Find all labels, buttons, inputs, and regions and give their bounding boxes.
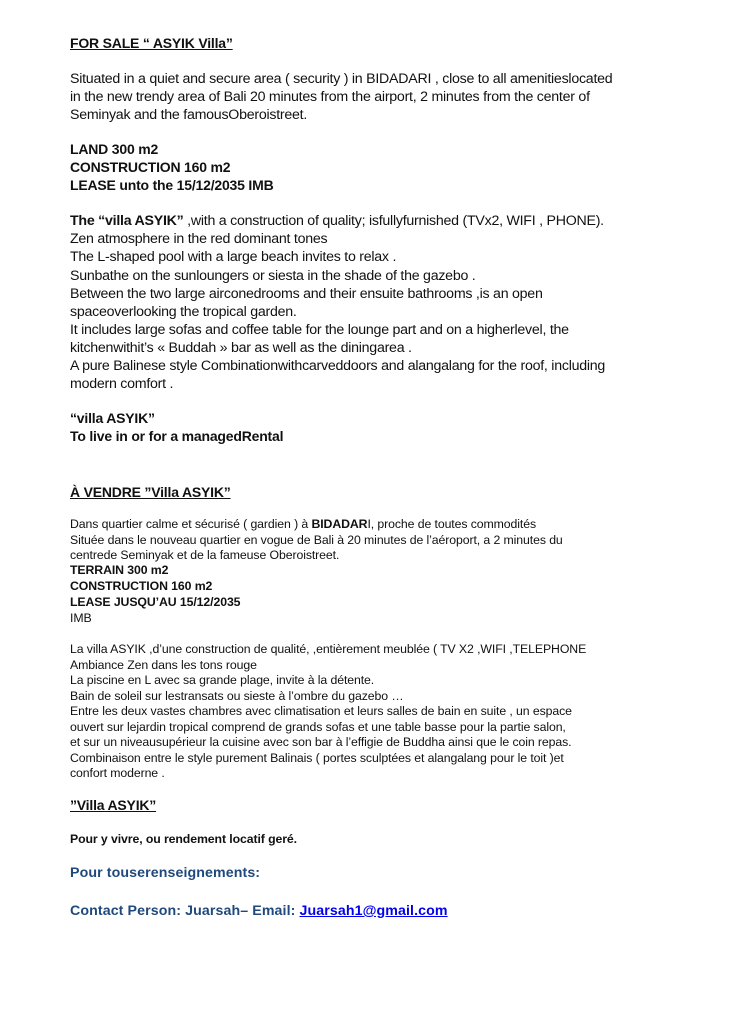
en-title: FOR SALE “ ASYIK Villa” — [70, 35, 233, 51]
fr-intro-bold: BIDADAR — [311, 517, 368, 531]
fr-desc-line: Bain de soleil sur lestransats ou sieste à l’ombre du gazebo … — [70, 689, 404, 703]
contact-person-label: Contact Person: Juarsah– Email: — [70, 903, 296, 919]
fr-closing-title: ”Villa ASYIK” — [70, 797, 157, 813]
en-desc-line: The L-shaped pool with a large beach invites to relax . — [70, 249, 397, 265]
fr-desc-line: La piscine en L avec sa grande plage, invite à la détente. — [70, 673, 375, 687]
fr-intro-line: Située dans le nouveau quartier en vogue de Bali à 20 minutes de l’aéroport, a 2 minutes du — [70, 533, 563, 547]
en-spec-construction: CONSTRUCTION 160 m2 — [70, 159, 231, 175]
fr-imb: IMB — [70, 611, 92, 625]
fr-desc-line: La villa ASYIK ,d’une construction de qualité, ,entièrement meublée ( TV X2 ,WIFI ,TELEPHONE — [70, 642, 587, 656]
fr-spec-construction: CONSTRUCTION 160 m2 — [70, 579, 213, 593]
fr-spec-terrain: TERRAIN 300 m2 — [70, 563, 169, 577]
en-desc-line: Between the two large airconedrooms and their ensuite bathrooms ,is an open — [70, 286, 543, 302]
en-desc-line: It includes large sofas and coffee table for the lounge part and on a higherlevel, the — [70, 322, 569, 338]
en-desc-line: Zen atmosphere in the red dominant tones — [70, 231, 328, 247]
en-desc-lead-bold: The “villa ASYIK” — [70, 213, 184, 229]
en-desc-lead — [70, 213, 604, 229]
en-desc-lead-rest: ,with a construction of quality; isfullyfurnished (TVx2, WIFI , PHONE). — [183, 213, 604, 229]
fr-intro-pre: Dans quartier calme et sécurisé ( gardien ) à — [70, 517, 312, 531]
en-closing-title: “villa ASYIK” — [70, 410, 155, 426]
fr-desc-line: Combinaison entre le style purement Balinais ( portes sculptées et alangalang pour le toit )et — [70, 751, 564, 765]
en-desc-line: Sunbathe on the sunloungers or siesta in the shade of the gazebo . — [70, 268, 476, 284]
fr-intro-line: centrede Seminyak et de la fameuse Oberoistreet. — [70, 548, 340, 562]
en-intro-line: Seminyak and the famousOberoistreet. — [70, 107, 308, 123]
en-closing-text: To live in or for a managedRental — [70, 428, 284, 444]
info-heading: Pour touserenseignements: — [70, 865, 261, 881]
fr-desc-line: Entre les deux vastes chambres avec climatisation et leurs salles de bain en suite , un espace — [70, 704, 572, 718]
contact-line — [70, 903, 448, 919]
en-spec-land: LAND 300 m2 — [70, 141, 159, 157]
fr-desc-line: ouvert sur lejardin tropical comprend de grands sofas et une table basse pour la partie salon, — [70, 720, 566, 734]
en-desc-line: kitchenwithit’s « Buddah » bar as well as the diningarea . — [70, 340, 412, 356]
fr-title: À VENDRE ”Villa ASYIK” — [70, 484, 231, 500]
fr-intro-line-1 — [70, 517, 536, 531]
en-desc-line: modern comfort . — [70, 376, 174, 392]
fr-intro-post: I, proche de toutes commodités — [367, 517, 537, 531]
fr-desc-line: Ambiance Zen dans les tons rouge — [70, 658, 257, 672]
en-desc-line: spaceoverlooking the tropical garden. — [70, 304, 297, 320]
email-link[interactable]: Juarsah1@gmail.com — [299, 903, 448, 919]
fr-spec-lease: LEASE JUSQU’AU 15/12/2035 — [70, 595, 241, 609]
fr-desc-line: et sur un niveausupérieur la cuisine avec son bar à l’effigie de Buddha ainsi que le coin repas. — [70, 735, 572, 749]
en-intro-line: in the new trendy area of Bali 20 minutes from the airport, 2 minutes from the center of — [70, 89, 590, 105]
en-intro-line: Situated in a quiet and secure area ( security ) in BIDADARI , close to all amenitieslocated — [70, 71, 613, 87]
fr-closing-text: Pour y vivre, ou rendement locatif geré. — [70, 832, 297, 846]
fr-desc-line: confort moderne . — [70, 766, 165, 780]
en-spec-lease: LEASE unto the 15/12/2035 IMB — [70, 177, 274, 193]
en-desc-line: A pure Balinese style Combinationwithcarveddoors and alangalang for the roof, including — [70, 358, 606, 374]
